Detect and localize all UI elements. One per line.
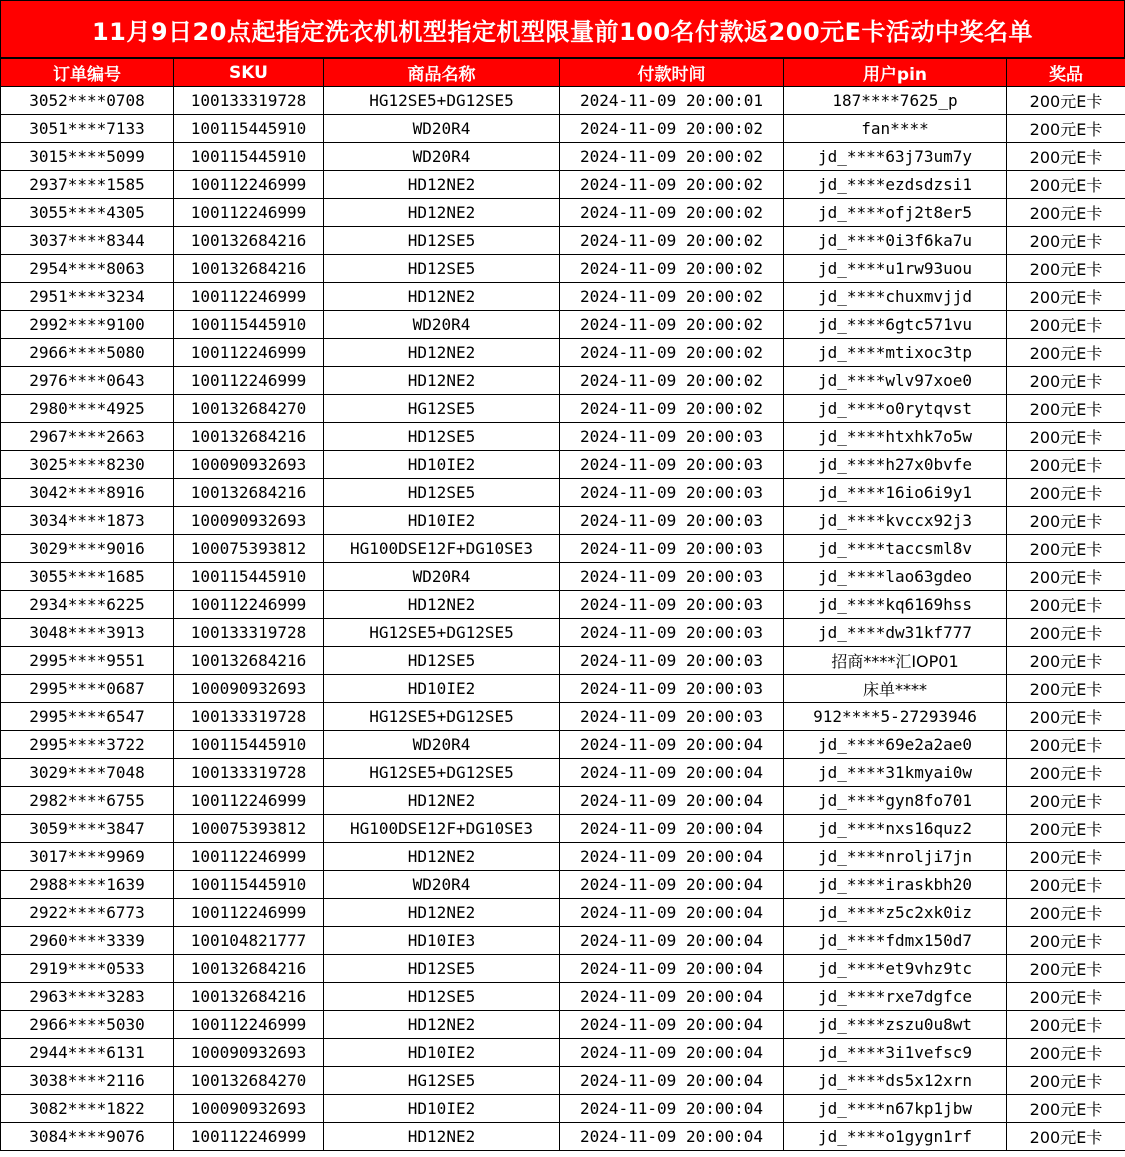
prize-cell: 200元E卡 xyxy=(1007,1095,1125,1123)
column-header-order-number: 订单编号 xyxy=(1,59,174,87)
order-number-cell: 3029****7048 xyxy=(1,759,174,787)
product-name-cell: HD12SE5 xyxy=(324,255,560,283)
sku-cell: 100090932693 xyxy=(174,675,324,703)
table-row xyxy=(1,199,1125,227)
order-number-cell: 3029****9016 xyxy=(1,535,174,563)
prize-cell: 200元E卡 xyxy=(1007,423,1125,451)
product-name-cell: HD12SE5 xyxy=(324,423,560,451)
sku-cell: 100112246999 xyxy=(174,1011,324,1039)
payment-time-cell: 2024-11-09 20:00:03 xyxy=(560,591,784,619)
winners-table xyxy=(0,58,1125,1151)
payment-time-cell: 2024-11-09 20:00:02 xyxy=(560,171,784,199)
product-name-cell: HD12SE5 xyxy=(324,647,560,675)
user-pin-cell: 床单**** xyxy=(784,675,1007,703)
user-pin-cell: jd_****iraskbh20 xyxy=(784,871,1007,899)
payment-time-cell: 2024-11-09 20:00:02 xyxy=(560,339,784,367)
prize-cell: 200元E卡 xyxy=(1007,731,1125,759)
prize-cell: 200元E卡 xyxy=(1007,367,1125,395)
prize-cell: 200元E卡 xyxy=(1007,675,1125,703)
order-number-cell: 3048****3913 xyxy=(1,619,174,647)
sku-cell: 100132684270 xyxy=(174,395,324,423)
order-number-cell: 2963****3283 xyxy=(1,983,174,1011)
table-row xyxy=(1,787,1125,815)
payment-time-cell: 2024-11-09 20:00:04 xyxy=(560,1039,784,1067)
user-pin-cell: jd_****kq6169hss xyxy=(784,591,1007,619)
user-pin-cell: jd_****16io6i9y1 xyxy=(784,479,1007,507)
product-name-cell: HD10IE2 xyxy=(324,1095,560,1123)
sku-cell: 100112246999 xyxy=(174,367,324,395)
sku-cell: 100112246999 xyxy=(174,1123,324,1151)
order-number-cell: 3037****8344 xyxy=(1,227,174,255)
payment-time-cell: 2024-11-09 20:00:02 xyxy=(560,255,784,283)
user-pin-cell: jd_****fdmx150d7 xyxy=(784,927,1007,955)
prize-cell: 200元E卡 xyxy=(1007,1039,1125,1067)
user-pin-cell: jd_****ezdsdzsi1 xyxy=(784,171,1007,199)
user-pin-cell: jd_****n67kp1jbw xyxy=(784,1095,1007,1123)
payment-time-cell: 2024-11-09 20:00:04 xyxy=(560,1123,784,1151)
prize-cell: 200元E卡 xyxy=(1007,815,1125,843)
user-pin-cell: jd_****h27x0bvfe xyxy=(784,451,1007,479)
product-name-cell: HD12NE2 xyxy=(324,1123,560,1151)
table-row xyxy=(1,115,1125,143)
order-number-cell: 2995****6547 xyxy=(1,703,174,731)
product-name-cell: HD12NE2 xyxy=(324,1011,560,1039)
payment-time-cell: 2024-11-09 20:00:03 xyxy=(560,479,784,507)
sku-cell: 100115445910 xyxy=(174,143,324,171)
order-number-cell: 3055****4305 xyxy=(1,199,174,227)
user-pin-cell: jd_****ofj2t8er5 xyxy=(784,199,1007,227)
user-pin-cell: fan**** xyxy=(784,115,1007,143)
table-row xyxy=(1,815,1125,843)
order-number-cell: 2922****6773 xyxy=(1,899,174,927)
table-row xyxy=(1,255,1125,283)
payment-time-cell: 2024-11-09 20:00:04 xyxy=(560,899,784,927)
prize-cell: 200元E卡 xyxy=(1007,1067,1125,1095)
product-name-cell: HD12NE2 xyxy=(324,843,560,871)
order-number-cell: 3082****1822 xyxy=(1,1095,174,1123)
order-number-cell: 2954****8063 xyxy=(1,255,174,283)
user-pin-cell: jd_****31kmyai0w xyxy=(784,759,1007,787)
product-name-cell: WD20R4 xyxy=(324,143,560,171)
order-number-cell: 3059****3847 xyxy=(1,815,174,843)
payment-time-cell: 2024-11-09 20:00:04 xyxy=(560,843,784,871)
payment-time-cell: 2024-11-09 20:00:03 xyxy=(560,563,784,591)
order-number-cell: 2967****2663 xyxy=(1,423,174,451)
order-number-cell: 3052****0708 xyxy=(1,87,174,115)
order-number-cell: 3042****8916 xyxy=(1,479,174,507)
product-name-cell: HG100DSE12F+DG10SE3 xyxy=(324,815,560,843)
prize-cell: 200元E卡 xyxy=(1007,1011,1125,1039)
order-number-cell: 3055****1685 xyxy=(1,563,174,591)
user-pin-cell: jd_****gyn8fo701 xyxy=(784,787,1007,815)
product-name-cell: HD10IE3 xyxy=(324,927,560,955)
payment-time-cell: 2024-11-09 20:00:03 xyxy=(560,675,784,703)
sku-cell: 100090932693 xyxy=(174,451,324,479)
payment-time-cell: 2024-11-09 20:00:03 xyxy=(560,619,784,647)
prize-cell: 200元E卡 xyxy=(1007,283,1125,311)
prize-cell: 200元E卡 xyxy=(1007,507,1125,535)
column-header-product-name: 商品名称 xyxy=(324,59,560,87)
order-number-cell: 3025****8230 xyxy=(1,451,174,479)
product-name-cell: HG100DSE12F+DG10SE3 xyxy=(324,535,560,563)
order-number-cell: 2995****3722 xyxy=(1,731,174,759)
table-row xyxy=(1,143,1125,171)
user-pin-cell: jd_****nrolji7jn xyxy=(784,843,1007,871)
user-pin-cell: jd_****wlv97xoe0 xyxy=(784,367,1007,395)
table-row xyxy=(1,647,1125,675)
sku-cell: 100112246999 xyxy=(174,787,324,815)
order-number-cell: 3051****7133 xyxy=(1,115,174,143)
product-name-cell: WD20R4 xyxy=(324,311,560,339)
prize-cell: 200元E卡 xyxy=(1007,115,1125,143)
sku-cell: 100075393812 xyxy=(174,535,324,563)
table-row xyxy=(1,507,1125,535)
column-header-user-pin: 用户pin xyxy=(784,59,1007,87)
payment-time-cell: 2024-11-09 20:00:04 xyxy=(560,1011,784,1039)
user-pin-cell: jd_****dw31kf777 xyxy=(784,619,1007,647)
payment-time-cell: 2024-11-09 20:00:02 xyxy=(560,115,784,143)
payment-time-cell: 2024-11-09 20:00:04 xyxy=(560,787,784,815)
sku-cell: 100115445910 xyxy=(174,871,324,899)
product-name-cell: WD20R4 xyxy=(324,731,560,759)
user-pin-cell: 招商****汇IOP01 xyxy=(784,647,1007,675)
prize-cell: 200元E卡 xyxy=(1007,311,1125,339)
table-body xyxy=(1,87,1125,1151)
sku-cell: 100104821777 xyxy=(174,927,324,955)
prize-cell: 200元E卡 xyxy=(1007,871,1125,899)
user-pin-cell: jd_****mtixoc3tp xyxy=(784,339,1007,367)
product-name-cell: HD12NE2 xyxy=(324,283,560,311)
table-row xyxy=(1,619,1125,647)
table-row xyxy=(1,731,1125,759)
column-header-prize: 奖品 xyxy=(1007,59,1125,87)
payment-time-cell: 2024-11-09 20:00:04 xyxy=(560,927,784,955)
order-number-cell: 2966****5080 xyxy=(1,339,174,367)
sku-cell: 100115445910 xyxy=(174,563,324,591)
user-pin-cell: jd_****o1gygn1rf xyxy=(784,1123,1007,1151)
user-pin-cell: jd_****zszu0u8wt xyxy=(784,1011,1007,1039)
product-name-cell: HD12NE2 xyxy=(324,899,560,927)
sku-cell: 100115445910 xyxy=(174,731,324,759)
prize-cell: 200元E卡 xyxy=(1007,451,1125,479)
prize-cell: 200元E卡 xyxy=(1007,479,1125,507)
sku-cell: 100133319728 xyxy=(174,619,324,647)
product-name-cell: HD10IE2 xyxy=(324,507,560,535)
prize-cell: 200元E卡 xyxy=(1007,927,1125,955)
table-row xyxy=(1,227,1125,255)
prize-cell: 200元E卡 xyxy=(1007,899,1125,927)
user-pin-cell: jd_****0i3f6ka7u xyxy=(784,227,1007,255)
table-row xyxy=(1,703,1125,731)
sku-cell: 100132684270 xyxy=(174,1067,324,1095)
sku-cell: 100075393812 xyxy=(174,815,324,843)
order-number-cell: 2951****3234 xyxy=(1,283,174,311)
sku-cell: 100115445910 xyxy=(174,115,324,143)
user-pin-cell: 187****7625_p xyxy=(784,87,1007,115)
user-pin-cell: jd_****u1rw93uou xyxy=(784,255,1007,283)
prize-cell: 200元E卡 xyxy=(1007,143,1125,171)
payment-time-cell: 2024-11-09 20:00:02 xyxy=(560,199,784,227)
user-pin-cell: jd_****taccsml8v xyxy=(784,535,1007,563)
product-name-cell: HD12NE2 xyxy=(324,171,560,199)
payment-time-cell: 2024-11-09 20:00:03 xyxy=(560,647,784,675)
table-row xyxy=(1,591,1125,619)
order-number-cell: 2944****6131 xyxy=(1,1039,174,1067)
user-pin-cell: jd_****6gtc571vu xyxy=(784,311,1007,339)
order-number-cell: 2937****1585 xyxy=(1,171,174,199)
sku-cell: 100112246999 xyxy=(174,283,324,311)
payment-time-cell: 2024-11-09 20:00:02 xyxy=(560,311,784,339)
prize-cell: 200元E卡 xyxy=(1007,619,1125,647)
user-pin-cell: jd_****o0rytqvst xyxy=(784,395,1007,423)
sku-cell: 100090932693 xyxy=(174,1039,324,1067)
order-number-cell: 2980****4925 xyxy=(1,395,174,423)
order-number-cell: 3038****2116 xyxy=(1,1067,174,1095)
sku-cell: 100112246999 xyxy=(174,199,324,227)
table-row xyxy=(1,759,1125,787)
user-pin-cell: 912****5-27293946 xyxy=(784,703,1007,731)
table-row xyxy=(1,171,1125,199)
sku-cell: 100090932693 xyxy=(174,1095,324,1123)
product-name-cell: HG12SE5 xyxy=(324,395,560,423)
order-number-cell: 3084****9076 xyxy=(1,1123,174,1151)
sku-cell: 100115445910 xyxy=(174,311,324,339)
table-row xyxy=(1,871,1125,899)
table-row xyxy=(1,1011,1125,1039)
product-name-cell: WD20R4 xyxy=(324,871,560,899)
payment-time-cell: 2024-11-09 20:00:02 xyxy=(560,395,784,423)
user-pin-cell: jd_****nxs16quz2 xyxy=(784,815,1007,843)
payment-time-cell: 2024-11-09 20:00:04 xyxy=(560,759,784,787)
order-number-cell: 3015****5099 xyxy=(1,143,174,171)
column-header-sku: SKU xyxy=(174,59,324,87)
payment-time-cell: 2024-11-09 20:00:04 xyxy=(560,731,784,759)
sku-cell: 100132684216 xyxy=(174,423,324,451)
table-row xyxy=(1,1095,1125,1123)
prize-cell: 200元E卡 xyxy=(1007,955,1125,983)
payment-time-cell: 2024-11-09 20:00:02 xyxy=(560,143,784,171)
prize-cell: 200元E卡 xyxy=(1007,703,1125,731)
payment-time-cell: 2024-11-09 20:00:03 xyxy=(560,451,784,479)
table-row xyxy=(1,283,1125,311)
sku-cell: 100112246999 xyxy=(174,339,324,367)
table-row xyxy=(1,843,1125,871)
product-name-cell: HD12NE2 xyxy=(324,367,560,395)
prize-cell: 200元E卡 xyxy=(1007,759,1125,787)
payment-time-cell: 2024-11-09 20:00:03 xyxy=(560,423,784,451)
product-name-cell: WD20R4 xyxy=(324,563,560,591)
prize-cell: 200元E卡 xyxy=(1007,1123,1125,1151)
table-row xyxy=(1,563,1125,591)
order-number-cell: 3034****1873 xyxy=(1,507,174,535)
order-number-cell: 2988****1639 xyxy=(1,871,174,899)
payment-time-cell: 2024-11-09 20:00:01 xyxy=(560,87,784,115)
prize-cell: 200元E卡 xyxy=(1007,843,1125,871)
order-number-cell: 3017****9969 xyxy=(1,843,174,871)
user-pin-cell: jd_****z5c2xk0iz xyxy=(784,899,1007,927)
order-number-cell: 2995****0687 xyxy=(1,675,174,703)
table-row xyxy=(1,983,1125,1011)
order-number-cell: 2934****6225 xyxy=(1,591,174,619)
prize-cell: 200元E卡 xyxy=(1007,339,1125,367)
product-name-cell: HD12SE5 xyxy=(324,983,560,1011)
sku-cell: 100132684216 xyxy=(174,955,324,983)
sku-cell: 100112246999 xyxy=(174,171,324,199)
prize-cell: 200元E卡 xyxy=(1007,647,1125,675)
user-pin-cell: jd_****63j73um7y xyxy=(784,143,1007,171)
order-number-cell: 2995****9551 xyxy=(1,647,174,675)
user-pin-cell: jd_****kvccx92j3 xyxy=(784,507,1007,535)
product-name-cell: HG12SE5 xyxy=(324,1067,560,1095)
payment-time-cell: 2024-11-09 20:00:04 xyxy=(560,983,784,1011)
product-name-cell: HG12SE5+DG12SE5 xyxy=(324,87,560,115)
user-pin-cell: jd_****chuxmvjjd xyxy=(784,283,1007,311)
user-pin-cell: jd_****lao63gdeo xyxy=(784,563,1007,591)
sku-cell: 100133319728 xyxy=(174,87,324,115)
table-row xyxy=(1,87,1125,115)
sheet-title: 11月9日20点起指定洗衣机机型指定机型限量前100名付款返200元E卡活动中奖名单 xyxy=(0,0,1125,58)
product-name-cell: HG12SE5+DG12SE5 xyxy=(324,759,560,787)
payment-time-cell: 2024-11-09 20:00:04 xyxy=(560,871,784,899)
sku-cell: 100132684216 xyxy=(174,983,324,1011)
table-row xyxy=(1,899,1125,927)
prize-cell: 200元E卡 xyxy=(1007,87,1125,115)
table-row xyxy=(1,479,1125,507)
product-name-cell: HD12SE5 xyxy=(324,955,560,983)
payment-time-cell: 2024-11-09 20:00:04 xyxy=(560,1095,784,1123)
sku-cell: 100133319728 xyxy=(174,703,324,731)
prize-cell: 200元E卡 xyxy=(1007,983,1125,1011)
table-row xyxy=(1,1067,1125,1095)
table-row xyxy=(1,1123,1125,1151)
table-row xyxy=(1,675,1125,703)
sku-cell: 100112246999 xyxy=(174,899,324,927)
order-number-cell: 2966****5030 xyxy=(1,1011,174,1039)
table-row xyxy=(1,395,1125,423)
column-header-payment-time: 付款时间 xyxy=(560,59,784,87)
payment-time-cell: 2024-11-09 20:00:03 xyxy=(560,535,784,563)
prize-cell: 200元E卡 xyxy=(1007,535,1125,563)
payment-time-cell: 2024-11-09 20:00:04 xyxy=(560,955,784,983)
prize-cell: 200元E卡 xyxy=(1007,171,1125,199)
table-row xyxy=(1,1039,1125,1067)
sku-cell: 100090932693 xyxy=(174,507,324,535)
prize-cell: 200元E卡 xyxy=(1007,395,1125,423)
sku-cell: 100132684216 xyxy=(174,227,324,255)
product-name-cell: HG12SE5+DG12SE5 xyxy=(324,703,560,731)
payment-time-cell: 2024-11-09 20:00:02 xyxy=(560,367,784,395)
sku-cell: 100132684216 xyxy=(174,255,324,283)
table-row xyxy=(1,423,1125,451)
table-row xyxy=(1,927,1125,955)
product-name-cell: HD12SE5 xyxy=(324,479,560,507)
table-row xyxy=(1,451,1125,479)
product-name-cell: HD12SE5 xyxy=(324,227,560,255)
prize-cell: 200元E卡 xyxy=(1007,255,1125,283)
user-pin-cell: jd_****et9vhz9tc xyxy=(784,955,1007,983)
header-row xyxy=(1,59,1125,87)
prize-cell: 200元E卡 xyxy=(1007,227,1125,255)
user-pin-cell: jd_****rxe7dgfce xyxy=(784,983,1007,1011)
table-row xyxy=(1,339,1125,367)
order-number-cell: 2960****3339 xyxy=(1,927,174,955)
product-name-cell: HD10IE2 xyxy=(324,675,560,703)
sku-cell: 100112246999 xyxy=(174,591,324,619)
prize-cell: 200元E卡 xyxy=(1007,591,1125,619)
table-row xyxy=(1,535,1125,563)
product-name-cell: HD12NE2 xyxy=(324,199,560,227)
payment-time-cell: 2024-11-09 20:00:03 xyxy=(560,703,784,731)
product-name-cell: HD12NE2 xyxy=(324,339,560,367)
order-number-cell: 2992****9100 xyxy=(1,311,174,339)
sku-cell: 100132684216 xyxy=(174,479,324,507)
user-pin-cell: jd_****htxhk7o5w xyxy=(784,423,1007,451)
payment-time-cell: 2024-11-09 20:00:04 xyxy=(560,815,784,843)
sku-cell: 100112246999 xyxy=(174,843,324,871)
product-name-cell: HG12SE5+DG12SE5 xyxy=(324,619,560,647)
product-name-cell: HD12NE2 xyxy=(324,591,560,619)
prize-cell: 200元E卡 xyxy=(1007,563,1125,591)
prize-cell: 200元E卡 xyxy=(1007,199,1125,227)
prize-cell: 200元E卡 xyxy=(1007,787,1125,815)
sku-cell: 100133319728 xyxy=(174,759,324,787)
user-pin-cell: jd_****3i1vefsc9 xyxy=(784,1039,1007,1067)
user-pin-cell: jd_****69e2a2ae0 xyxy=(784,731,1007,759)
payment-time-cell: 2024-11-09 20:00:02 xyxy=(560,283,784,311)
order-number-cell: 2919****0533 xyxy=(1,955,174,983)
product-name-cell: HD10IE2 xyxy=(324,1039,560,1067)
order-number-cell: 2982****6755 xyxy=(1,787,174,815)
user-pin-cell: jd_****ds5x12xrn xyxy=(784,1067,1007,1095)
table-row xyxy=(1,367,1125,395)
table-row xyxy=(1,311,1125,339)
sku-cell: 100132684216 xyxy=(174,647,324,675)
product-name-cell: HD10IE2 xyxy=(324,451,560,479)
payment-time-cell: 2024-11-09 20:00:04 xyxy=(560,1067,784,1095)
product-name-cell: HD12NE2 xyxy=(324,787,560,815)
product-name-cell: WD20R4 xyxy=(324,115,560,143)
table-row xyxy=(1,955,1125,983)
order-number-cell: 2976****0643 xyxy=(1,367,174,395)
payment-time-cell: 2024-11-09 20:00:02 xyxy=(560,227,784,255)
payment-time-cell: 2024-11-09 20:00:03 xyxy=(560,507,784,535)
